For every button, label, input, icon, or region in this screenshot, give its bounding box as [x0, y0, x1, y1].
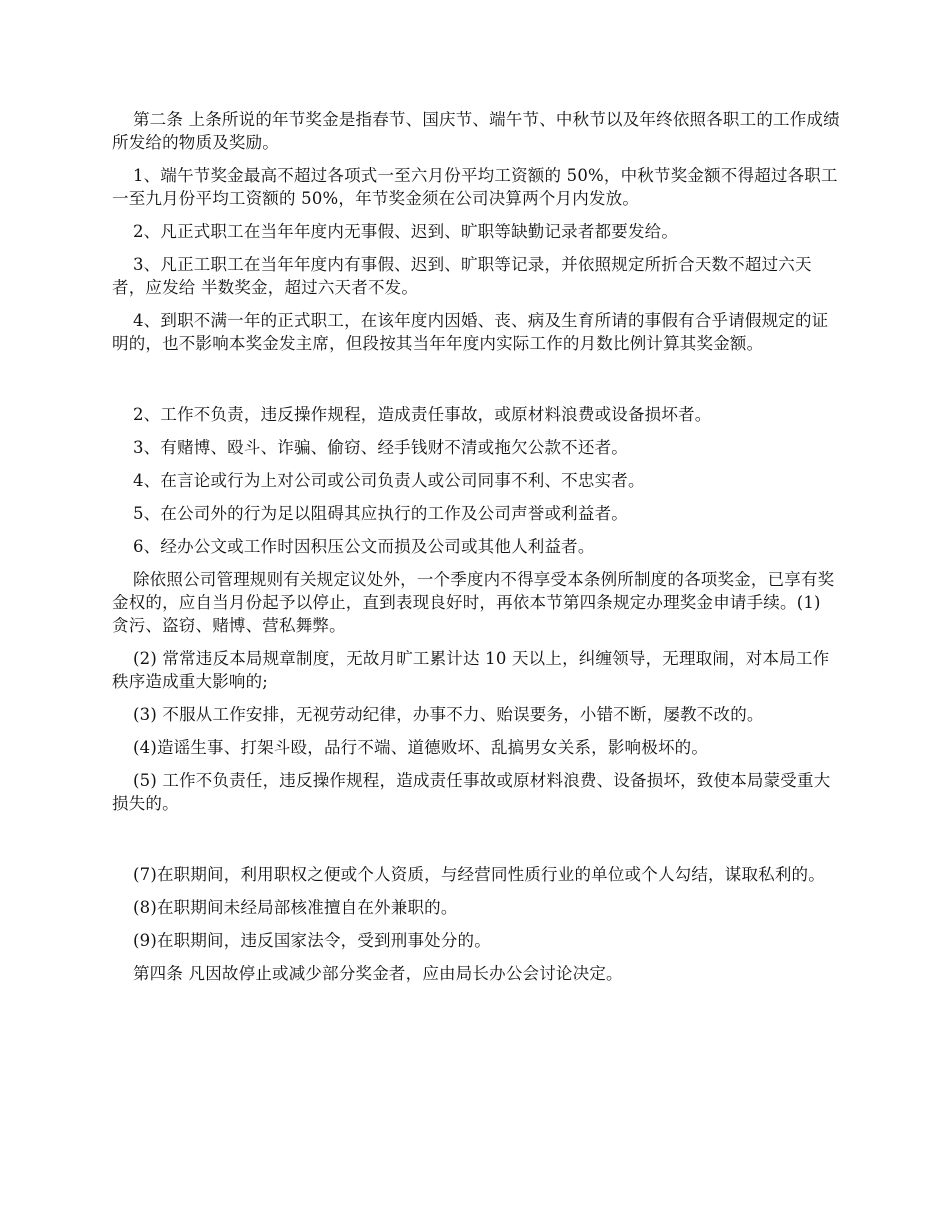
paragraph-clause-3: (3) 不服从工作安排，无视劳动纪律，办事不力、贻误要务，小错不断，屡教不改的。 — [132, 705, 764, 724]
paragraph-penalty-6: 6、经办公文或工作时因积压公文而损及公司或其他人利益者。 — [132, 537, 595, 556]
paragraph-item-4: 4、到职不满一年的正式职工，在该年度内因婚、丧、病及生育所请的事假有合乎请假规定的证明的，也不影响本奖金发主席，但段按其当年年度内实际工作的月数比例计算其奖金额。 — [112, 311, 829, 353]
paragraph-penalty-5: 5、在公司外的行为足以阻碍其应执行的工作及公司声誉或利益者。 — [132, 504, 628, 523]
paragraph-suspension: 除依照公司管理规则有关规定议处外，一个季度内不得享受本条例所制度的各项奖金，已享有奖金权的，应自当月份起予以停止，直到表现良好时，再依本节第四条规定办理奖金申请手续。(1) 贪污、盗窃、赌博、营私舞弊。 — [112, 570, 835, 635]
paragraph-clause-9: (9)在职期间，违反国家法令，受到刑事处分的。 — [132, 931, 491, 950]
paragraph-penalty-3: 3、有赌博、殴斗、诈骗、偷窃、经手钱财不清或拖欠公款不还者。 — [132, 438, 628, 457]
paragraph-clause-2: (2) 常常违反本局规章制度，无故月旷工累计达 10 天以上，纠缠领导，无理取闹，对本局工作秩序造成重大影响的; — [112, 649, 830, 691]
paragraph-clause-7: (7)在职期间，利用职权之便或个人资质，与经营同性质行业的单位或个人勾结，谋取私利的。 — [132, 865, 825, 884]
paragraph-penalty-4: 4、在言论或行为上对公司或公司负责人或公司同事不利、不忠实者。 — [132, 471, 645, 490]
paragraph-clause-8: (8)在职期间未经局部核准擅自在外兼职的。 — [132, 898, 458, 917]
paragraph-penalty-2: 2、工作不负责，违反操作规程，造成责任事故，或原材料浪费或设备损坏者。 — [132, 405, 712, 424]
paragraph-item-3: 3、凡正工职工在当年年度内有事假、迟到、旷职等记录，并依照规定所折合天数不超过六天者，应发给 半数奖金，超过六天者不发。 — [112, 255, 812, 297]
paragraph-item-2: 2、凡正式职工在当年年度内无事假、迟到、旷职等缺勤记录者都要发给。 — [132, 222, 679, 241]
paragraph-article-2: 第二条 上条所说的年节奖金是指春节、国庆节、端午节、中秋节以及年终依照各职工的工作成绩所发给的物质及奖励。 — [112, 110, 840, 152]
paragraph-item-1: 1、端午节奖金最高不超过各项式一至六月份平均工资额的 50%，中秋节奖金额不得超过各职工一至九月份平均工资额的 50%，年节奖金须在公司决算两个月内发放。 — [112, 166, 838, 208]
paragraph-clause-4: (4)造谣生事、打架斗殴，品行不端、道德败坏、乱搞男女关系，影响极坏的。 — [132, 738, 709, 757]
paragraph-article-4: 第四条 凡因故停止或减少部分奖金者，应由局长办公会讨论决定。 — [132, 964, 623, 983]
paragraph-clause-5: (5) 工作不负责任，违反操作规程，造成责任事故或原材料浪费、设备损坏，致使本局蒙受重大损失的。 — [112, 771, 831, 813]
document-body — [112, 108, 840, 995]
